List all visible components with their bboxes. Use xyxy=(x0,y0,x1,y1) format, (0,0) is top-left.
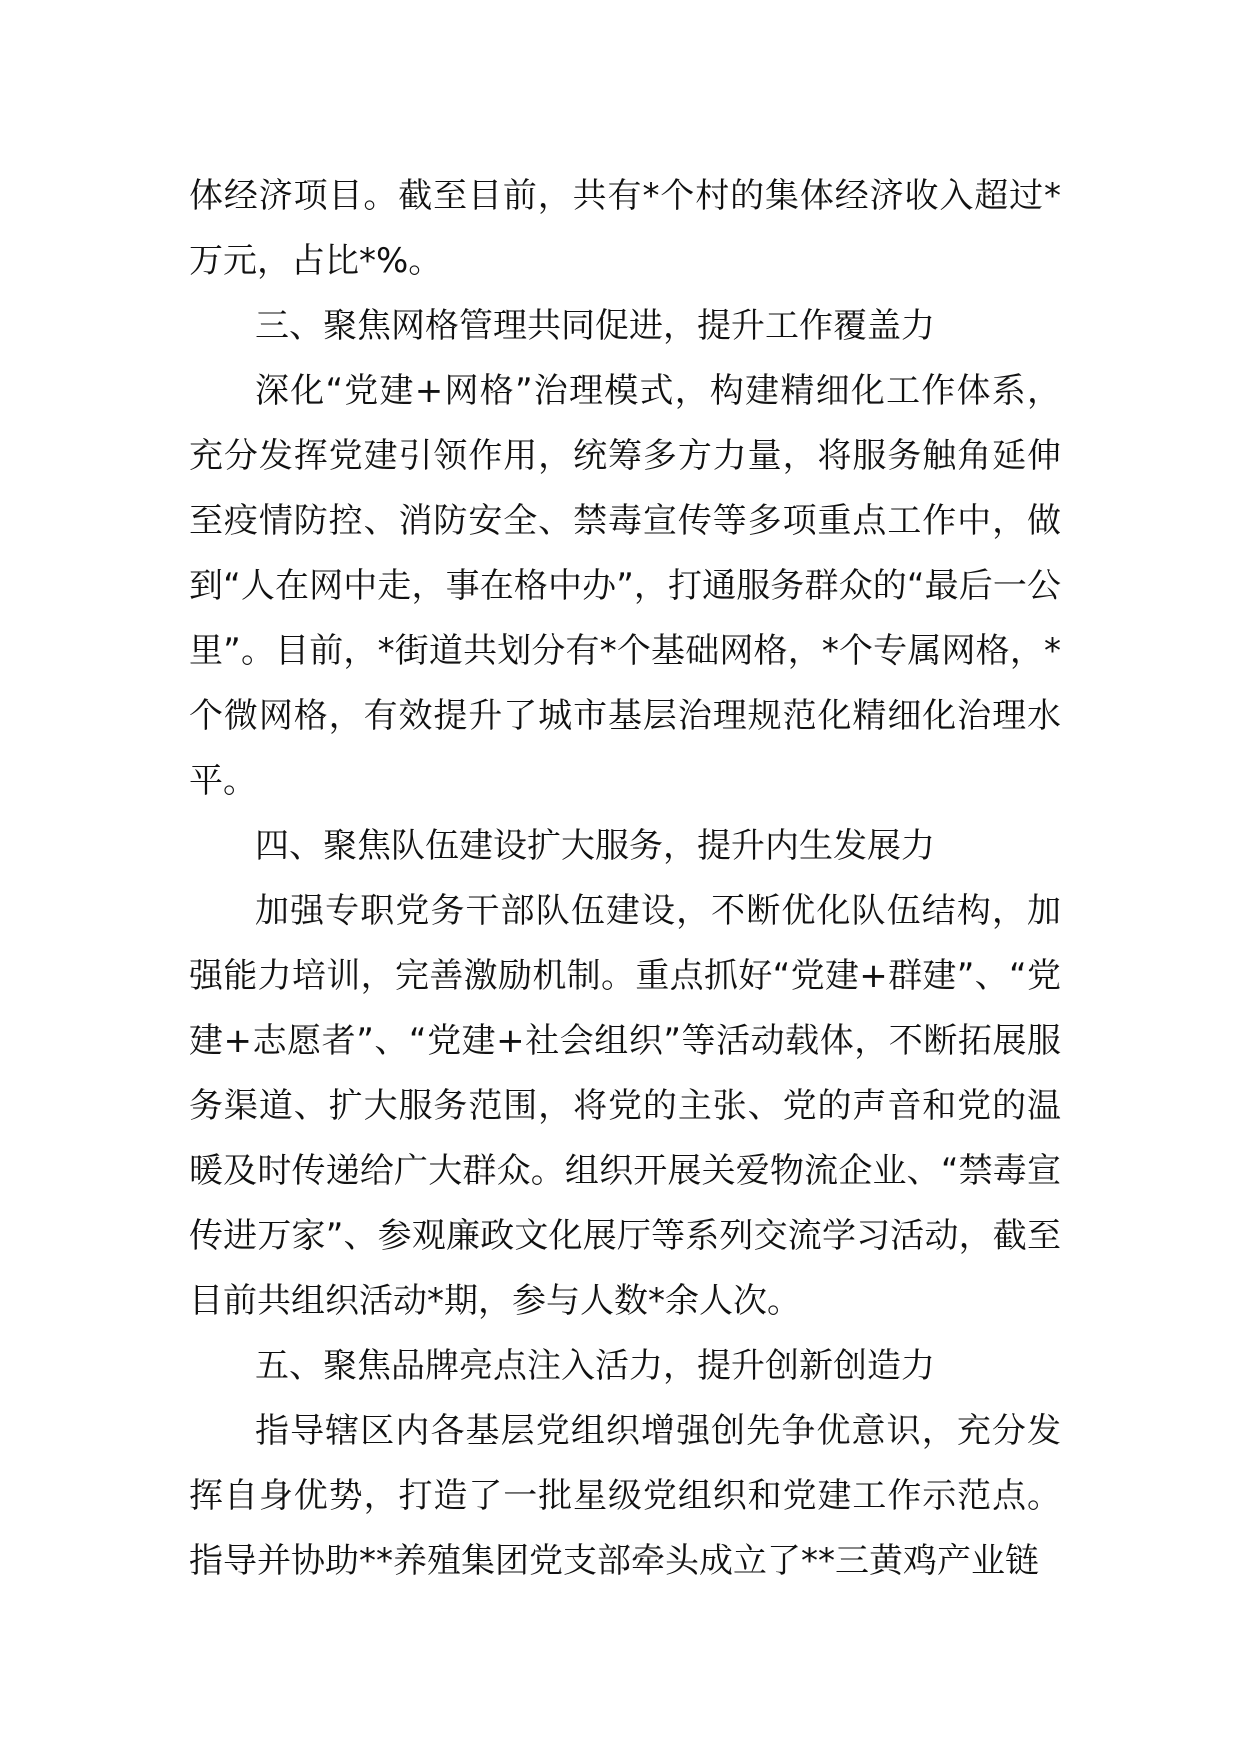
section-heading-5: 五、聚焦品牌亮点注入活力，提升创新创造力 xyxy=(255,1346,935,1386)
document-body xyxy=(189,164,1061,1594)
paragraph-team-building: 加强专职党务干部队伍建设，不断优化队伍结构，加强能力培训，完善激励机制。重点抓好“党建+群建”、“党建+志愿者”、“党建+社会组织”等活动载体，不断拓展服务渠道、扩大服务范围，将党的主张、党的声音和党的温暖及时传递给广大群众。组织开展关爱物流企业、“禁毒宣传进万家”、参观廉政文化展厅等系列交流学习活动，截至目前共组织活动*期，参与人数*余人次。 xyxy=(189,891,1061,1321)
paragraph-continuation: 体经济项目。截至目前，共有*个村的集体经济收入超过*万元，占比*%。 xyxy=(189,176,1061,281)
paragraph-brand-highlights: 指导辖区内各基层党组织增强创先争优意识，充分发挥自身优势，打造了一批星级党组织和党建工作示范点。指导并协助**养殖集团党支部牵头成立了**三黄鸡产业链 xyxy=(189,1411,1061,1581)
section-heading-4: 四、聚焦队伍建设扩大服务，提升内生发展力 xyxy=(255,826,935,866)
section-heading-3: 三、聚焦网格管理共同促进，提升工作覆盖力 xyxy=(255,306,935,346)
paragraph-grid-management: 深化“党建+网格”治理模式，构建精细化工作体系，充分发挥党建引领作用，统筹多方力量，将服务触角延伸至疫情防控、消防安全、禁毒宣传等多项重点工作中，做到“人在网中走，事在格中办”，打通服务群众的“最后一公里”。目前，*街道共划分有*个基础网格，*个专属网格，*个微网格，有效提升了城市基层治理规范化精细化治理水平。 xyxy=(189,371,1061,801)
